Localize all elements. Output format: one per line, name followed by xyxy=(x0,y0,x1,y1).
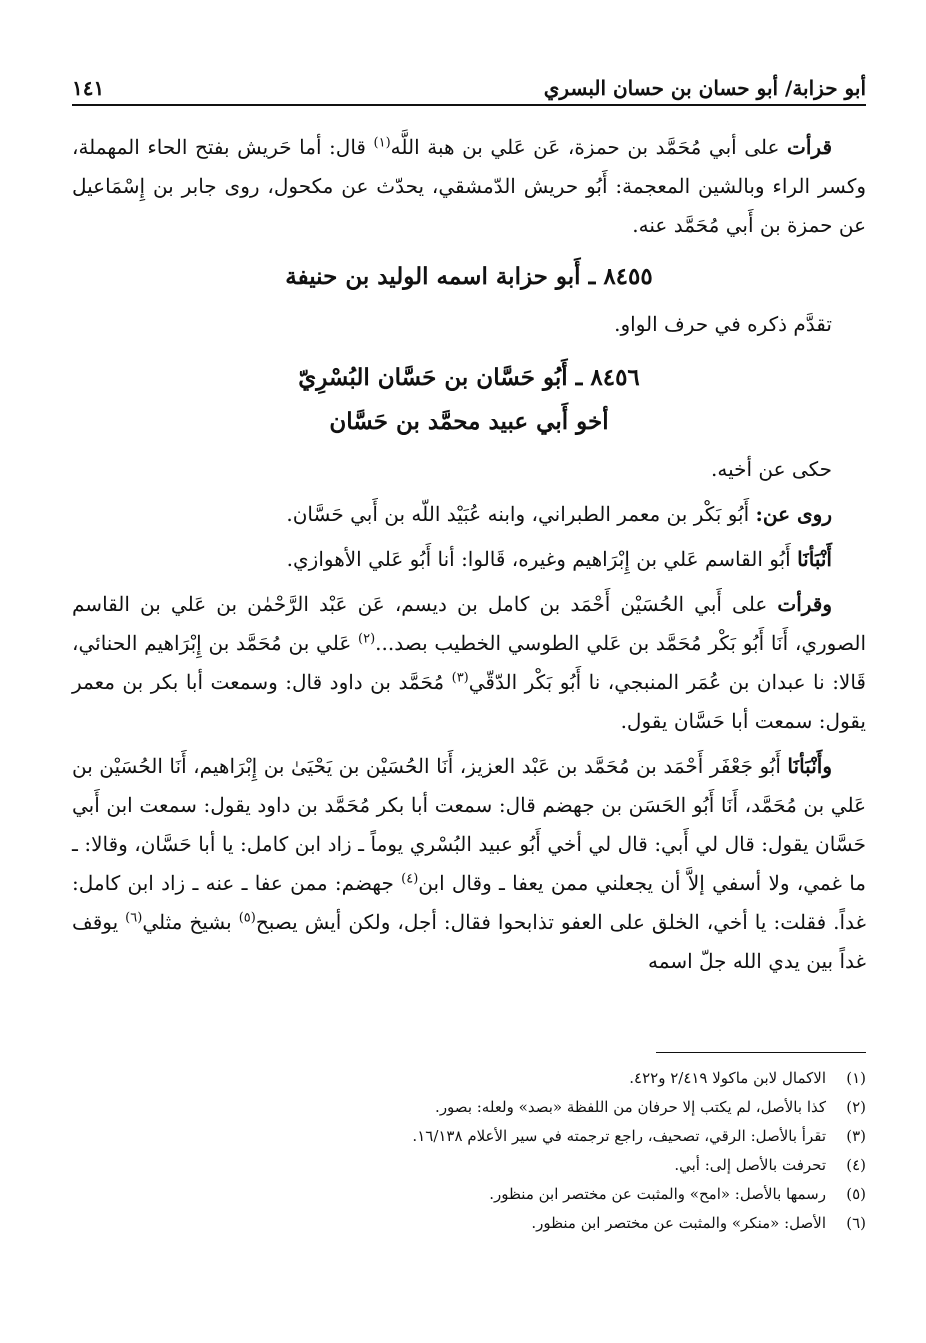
footnote-6 xyxy=(72,1209,866,1238)
footnote-ref-1: (١) xyxy=(373,135,391,151)
footnote-ref-3: (٣) xyxy=(451,670,469,686)
paragraph-text: قال: أما حَريش بفتح الحاء المهملة، وكسر الراء وبالشين المعجمة: أَبُو حريش الدّمشقي، يحدّث عن مكحول، روى جابر بن إِسْمَاعيل عن حمزة بن أَبي مُحَمَّد عنه. xyxy=(72,135,867,237)
paragraph-text: على أَبي الحُسَيْن أَحْمَد بن كامل بن ديسم، عَن عَبْد الرَّحْمٰن بن عَلي بن القاسم الصوري، أَنَا أَبُو بَكْر مُحَمَّد بن عَلي الطوسي الخطيب بصد... xyxy=(72,592,867,655)
paragraph-text: يوقف غداً بين يدي الله جلّ اسمه xyxy=(72,910,866,973)
footnote-1 xyxy=(72,1064,866,1093)
page-number: ١٤١ xyxy=(72,76,105,100)
footnote-5 xyxy=(72,1180,866,1209)
footnote-text: الاكمال لابن ماكولا ٢/٤١٩ و٤٢٢. xyxy=(629,1069,826,1087)
paragraph-text: أَبُو بَكْر بن معمر الطبراني، وابنه عُبَيْد اللّه بن أَبي حَسَّان. xyxy=(286,502,756,526)
paragraph-text: بشيخ مثلي xyxy=(142,910,239,934)
footnote-text: تقرأ بالأصل: الرقي، تصحيف، راجع ترجمته في سير الأعلام ١٦/١٣٨. xyxy=(412,1127,826,1145)
footnote-number: (٢) xyxy=(846,1098,866,1116)
header-divider xyxy=(72,104,866,106)
paragraph-text: على أبي مُحَمَّد بن حمزة، عَن عَلي بن هبة اللَّه xyxy=(390,135,788,159)
paragraph-lead: قرأت xyxy=(787,135,833,159)
paragraph-text: مُحَمَّد بن داود قال: وسمعت أبا بكر بن معمر يقول: سمعت أبا حَسَّان يقول. xyxy=(72,670,866,733)
paragraph-text: أَبُو جَعْفَر أَحْمَد بن مُحَمَّد بن عَبْد العزيز، أَنَا الحُسَيْن بن يَحْيَىٰ بن إِبْرَاهيم، أَنَا الحُسَيْن بن عَلي بن مُحَمَّد، أَنَا أَبُو الحَسَن بن جهضم قال: سمعت أبا بكر مُحَمَّد بن داود يقول: سمعت ابن أَبي حَسَّان يقول: قال لي أَبي: قال لي أخي أَبُو عبيد البُسْري يوماً ـ زاد ابن كامل: يا أبا حَسَّان، وقالا: ـ ما غمي، ولا أسفي إلاَّ أن يجعلني ممن يعفا ـ وقال ابن xyxy=(72,754,866,895)
footnote-ref-2: (٢) xyxy=(358,631,376,647)
page-header xyxy=(72,60,866,100)
footnote-ref-5: (٥) xyxy=(238,910,256,926)
footnote-ref-4: (٤) xyxy=(401,871,419,887)
footnote-2 xyxy=(72,1093,866,1122)
paragraph-7 xyxy=(72,747,866,981)
paragraph-5 xyxy=(72,540,866,579)
footnote-number: (٤) xyxy=(846,1156,866,1174)
paragraph-text: جهضم: ممن عفا ـ عنه ـ زاد ابن كامل: غداً. فقلت: يا أخي، الخلق على العفو تذابحوا فقال: أجل، ولكن أيش يصبح xyxy=(72,871,867,934)
running-title: أبو حزابة/ أبو حسان بن حسان البسري xyxy=(543,76,866,100)
footnote-number: (١) xyxy=(846,1069,866,1087)
footnote-number: (٣) xyxy=(846,1127,866,1145)
entry-heading-8456 xyxy=(72,356,866,444)
paragraph-2: تقدَّم ذكره في حرف الواو. xyxy=(614,312,832,336)
footnote-3 xyxy=(72,1122,866,1151)
footnote-text: الأصل: «منكر» والمثبت عن مختصر ابن منظور. xyxy=(531,1214,826,1232)
main-text xyxy=(72,128,866,981)
paragraph-4 xyxy=(72,495,866,534)
footnotes xyxy=(72,1064,866,1238)
paragraph-lead: روى عن: xyxy=(755,502,832,526)
entry-heading-line-1: ٨٤٥٦ ـ أَبُو حَسَّان بن حَسَّان البُسْرِيّ xyxy=(298,364,640,391)
footnote-text: رسمها بالأصل: «امح» والمثبت عن مختصر ابن منظور. xyxy=(489,1185,826,1203)
paragraph-lead: وقرأت xyxy=(777,592,832,616)
paragraph-1 xyxy=(72,128,866,245)
paragraph-3: حكى عن أخيه. xyxy=(711,457,832,481)
footnote-number: (٥) xyxy=(846,1185,866,1203)
footnote-text: كذا بالأصل، لم يكتب إلا حرفان من اللفظة «بصد» ولعله: بصور. xyxy=(435,1098,826,1116)
footnote-divider xyxy=(656,1052,866,1053)
footnote-number: (٦) xyxy=(846,1214,866,1232)
entry-heading-8455: ٨٤٥٥ ـ أَبو حزابة اسمه الوليد بن حنيفة xyxy=(285,263,653,290)
entry-heading-line-2: أخو أَبي عبيد محمَّد بن حَسَّان xyxy=(329,408,609,435)
paragraph-lead: أَنْبَأنَا xyxy=(797,547,832,571)
footnote-4 xyxy=(72,1151,866,1180)
paragraph-text: عَلي بن مُحَمَّد بن إِبْرَاهيم الحنائي، قَالا: نا عبدان بن عُمَر المنبجي، نا أَبُو بَكْر الدّقّي xyxy=(72,631,866,694)
footnote-text: تحرفت بالأصل إلى: أبي. xyxy=(674,1156,826,1174)
footnote-ref-6: (٦) xyxy=(125,910,143,926)
paragraph-lead: وأَنْبَأنَا xyxy=(787,754,832,778)
paragraph-text: أَبُو القاسم عَلي بن إِبْرَاهيم وغيره، قَالوا: أنا أَبُو عَلي الأهوازي. xyxy=(286,547,798,571)
paragraph-6 xyxy=(72,585,866,741)
